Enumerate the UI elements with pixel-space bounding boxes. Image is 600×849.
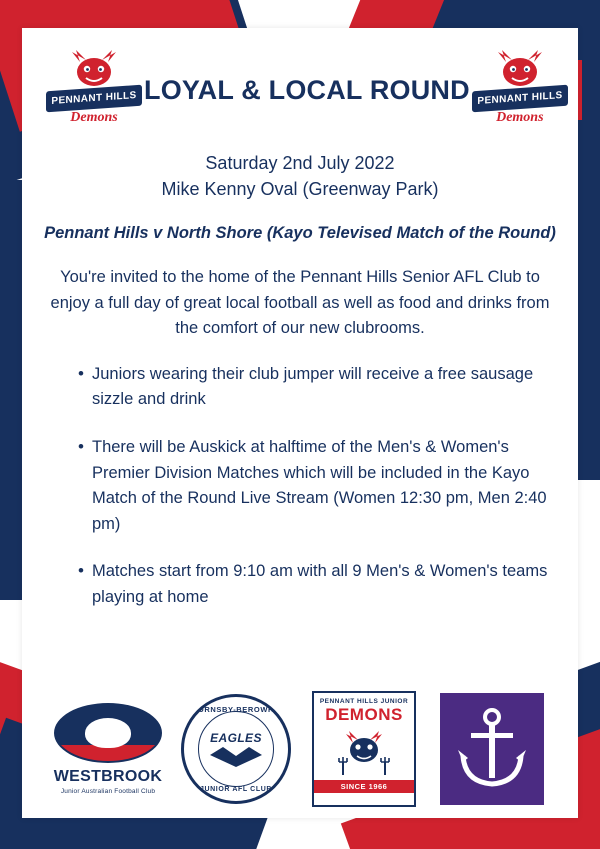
ph-juniors-top-text: PENNANT HILLS JUNIOR — [319, 698, 409, 705]
eagles-inner — [198, 711, 274, 787]
event-date-venue — [44, 150, 556, 202]
club-logo-banner: PENNANT HILLS — [472, 85, 568, 113]
demon-head-icon — [492, 48, 548, 88]
westbrook-emblem-icon — [54, 703, 162, 763]
club-logo-subtitle: Demons — [70, 110, 118, 125]
event-date: Saturday 2nd July 2022 — [205, 153, 395, 173]
decor-left-navy-strip — [0, 180, 22, 600]
demon-head-icon — [66, 48, 122, 88]
list-item: • Juniors wearing their club jumper will receive a free sausage sizzle and drink — [78, 362, 556, 413]
anchor-emblem — [440, 693, 544, 805]
sponsor-westbrook — [53, 690, 163, 808]
sponsor-anchor-club — [437, 690, 547, 808]
ph-juniors-name: DEMONS — [325, 705, 403, 724]
list-item: • There will be Auskick at halftime of the Men's & Women's Premier Division Matches which will be included in the Kayo Match of the Round Live Stream (Women 12:30 pm, Men 2:40 pm) — [78, 435, 556, 537]
westbrook-name: WESTBROOK — [53, 768, 163, 785]
eagles-arc-bottom: JUNIOR AFL CLUB — [200, 786, 272, 793]
ph-juniors-since: SINCE 1966 — [314, 780, 414, 793]
eagles-emblem-icon — [181, 694, 291, 804]
eagle-wing-icon — [210, 747, 262, 767]
club-logo-left — [44, 46, 144, 134]
club-logo-banner: PENNANT HILLS — [46, 85, 142, 113]
eagles-name: EAGLES — [210, 731, 262, 745]
list-item: • Matches start from 9:10 am with all 9 Men's & Women's teams playing at home — [78, 559, 556, 610]
devil-mascot-icon — [338, 726, 390, 776]
anchor-icon — [455, 706, 529, 792]
club-logo-subtitle: Demons — [496, 110, 544, 125]
ph-juniors-emblem-icon — [312, 691, 416, 807]
westbrook-subtitle: Junior Australian Football Club — [60, 788, 156, 795]
invitation-text: You're invited to the home of the Pennant Hills Senior AFL Club to enjoy a full day of great local football as well as food and drinks from the comfort of our new clubrooms. — [50, 268, 550, 338]
event-venue: Mike Kenny Oval (Greenway Park) — [161, 179, 439, 200]
poster-card — [22, 28, 578, 818]
sponsor-hornsby-berowra-eagles — [181, 690, 291, 808]
club-logo-right — [470, 46, 570, 134]
feature-match: Pennant Hills v North Shore (Kayo Televised Match of the Round) — [44, 224, 556, 243]
sponsor-logo-row — [44, 690, 556, 808]
page-title: LOYAL & LOCAL ROUND — [144, 74, 470, 105]
poster-header — [44, 44, 563, 136]
details-list — [44, 362, 556, 611]
sponsor-pennant-hills-juniors — [309, 690, 419, 808]
eagles-arc-top: HORNSBY-BEROWRA — [191, 705, 281, 714]
